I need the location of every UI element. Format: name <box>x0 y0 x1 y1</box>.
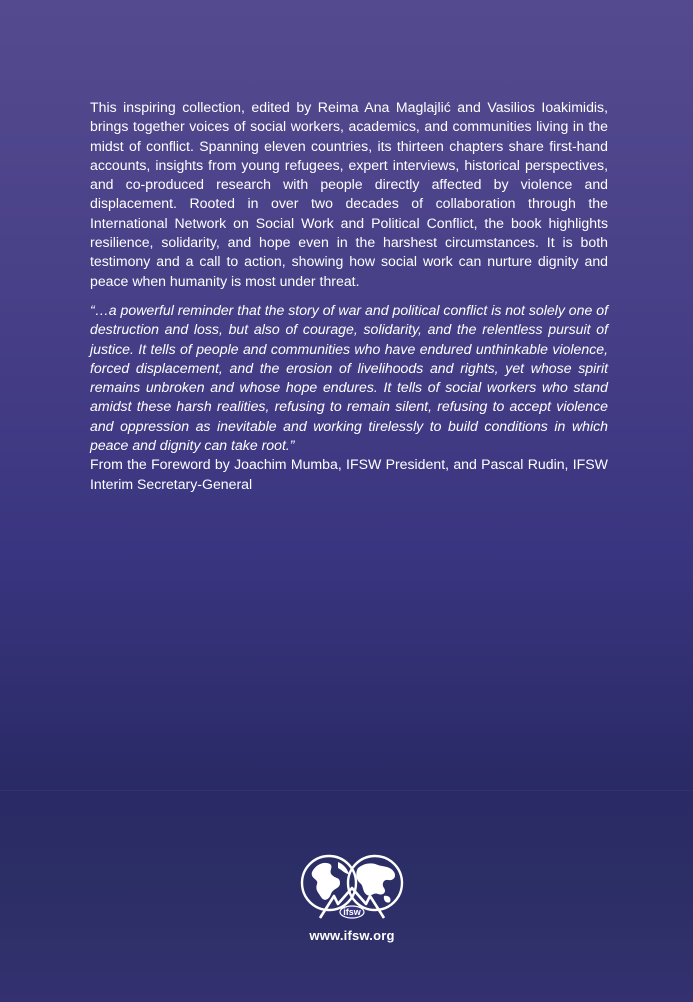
back-cover-text <box>90 98 608 494</box>
logo-text: ifsw <box>343 907 361 917</box>
ifsw-globe-logo-icon <box>298 852 406 924</box>
book-description: This inspiring collection, edited by Reima Ana Maglajlić and Vasilios Ioakimidis, brings together voices of social workers, academics, and communities living in the midst of conflict. Spanning eleven countries, its thirteen chapters share first-hand accounts, insights from young refugees, expert interviews, historical perspectives, and co-produced research with people directly affected by violence and displacement. Rooted in over two decades of collaboration through the International Network on Social Work and Political Conflict, the book highlights resilience, solidarity, and hope even in the harshest circumstances. It is both testimony and a call to action, showing how social work can nurture dignity and peace when humanity is most under threat. <box>90 99 608 289</box>
quote-attribution: From the Foreword by Joachim Mumba, IFSW President, and Pascal Rudin, IFSW Interim Secretary-General <box>90 456 608 492</box>
website-url: www.ifsw.org <box>309 928 395 943</box>
background-band <box>0 790 693 791</box>
foreword-quote: “…a powerful reminder that the story of war and political conflict is not solely one of destruction and loss, but also of courage, solidarity, and the relentless pursuit of justice. It tells of people and communities who have endured unthinkable violence, forced displacement, and the erosion of livelihoods and rights, yet whose spirit remains unbroken and whose hope endures. It tells of social workers who stand amidst these harsh realities, refusing to remain silent, refusing to accept violence and oppression as inevitable and working tirelessly to build conditions in which peace and dignity can take root.” <box>90 301 608 454</box>
